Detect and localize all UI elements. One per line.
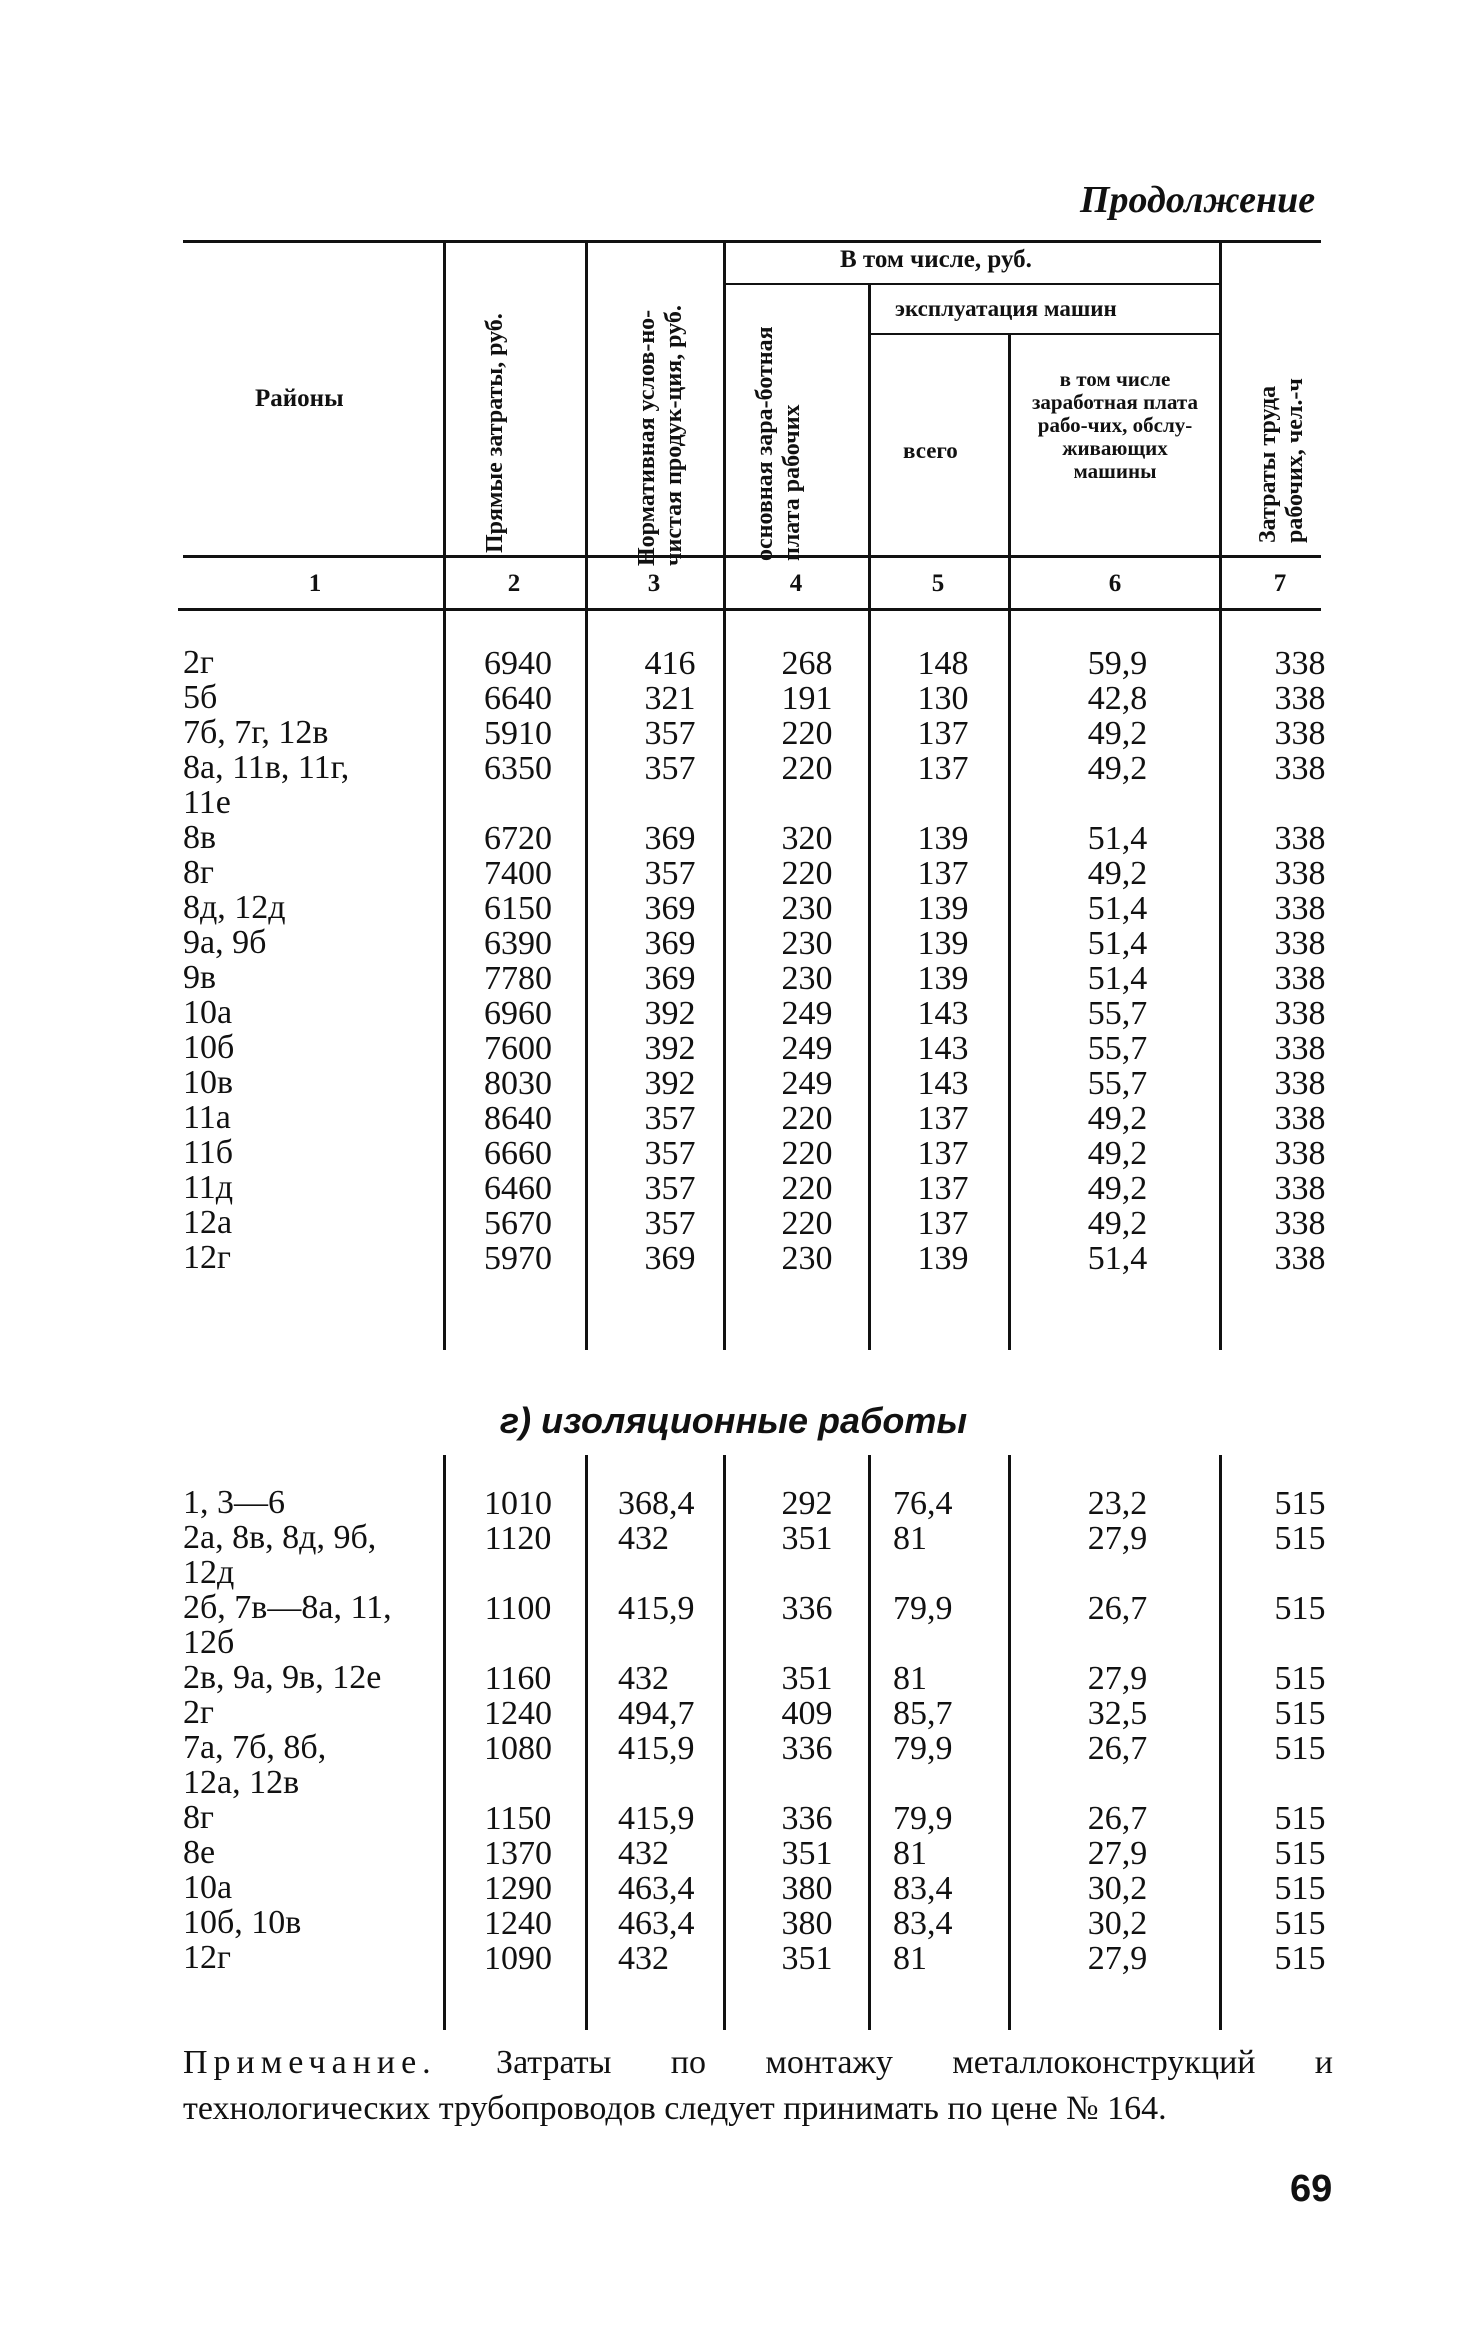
cell-rayon: 2г [183, 644, 214, 681]
cell-direct-costs: 1370 [484, 1835, 552, 1872]
footnote-text: Затраты по монтажу металлоконструкций и технологических трубопроводов следует принимать по цене № 164. [183, 2044, 1333, 2127]
cell-rayon: 7а, 7б, 8б, 12а, 12в [183, 1729, 327, 1801]
cell-machine-wages: 55,7 [1087, 1065, 1148, 1102]
cell-machine-wages: 51,4 [1087, 1240, 1148, 1277]
cell-machine-wages: 26,7 [1087, 1800, 1148, 1837]
header-vline-5 [1008, 335, 1011, 608]
cell-wages: 220 [781, 1100, 833, 1137]
header-vline-6 [1219, 242, 1222, 608]
cell-product: 415,9 [618, 1730, 695, 1767]
cell-machines-total: 137 [917, 750, 969, 787]
cell-machine-wages: 26,7 [1087, 1730, 1148, 1767]
cell-direct-costs: 1290 [484, 1870, 552, 1907]
footnote-label: Примечание. [183, 2044, 437, 2081]
cell-wages: 220 [781, 715, 833, 752]
cell-rayon: 9в [183, 959, 217, 996]
cell-machine-wages: 51,4 [1087, 960, 1148, 997]
cell-wages: 249 [781, 1065, 833, 1102]
header-v-tom-chisle: В том числе, руб. [840, 246, 1032, 273]
cell-direct-costs: 5910 [484, 715, 552, 752]
cell-direct-costs: 5670 [484, 1205, 552, 1242]
cell-wages: 292 [781, 1485, 833, 1522]
cell-machines-total: 143 [917, 1065, 969, 1102]
cell-wages: 351 [781, 1835, 833, 1872]
cell-product: 494,7 [618, 1695, 695, 1732]
cell-machine-wages: 51,4 [1087, 820, 1148, 857]
cell-machine-wages: 51,4 [1087, 925, 1148, 962]
cell-product: 415,9 [618, 1590, 695, 1627]
cell-machine-wages: 30,2 [1087, 1870, 1148, 1907]
header-vline-1 [443, 242, 446, 608]
cell-rayon: 9а, 9б [183, 924, 267, 961]
cell-direct-costs: 7780 [484, 960, 552, 997]
cell-direct-costs: 1090 [484, 1940, 552, 1977]
cell-product: 357 [644, 750, 696, 787]
cell-machine-wages: 55,7 [1087, 995, 1148, 1032]
cell-labor: 515 [1274, 1660, 1326, 1697]
cell-machines-total: 139 [917, 890, 969, 927]
cell-machines-total: 148 [917, 645, 969, 682]
cell-rayon: 12а [183, 1204, 233, 1241]
cell-machines-total: 85,7 [893, 1695, 953, 1732]
cell-machine-wages: 30,2 [1087, 1905, 1148, 1942]
cell-rayon: 1, 3—6 [183, 1484, 285, 1521]
cell-product: 321 [644, 680, 696, 717]
cell-labor: 338 [1274, 960, 1326, 997]
header-vline-4 [868, 285, 871, 608]
cell-labor: 515 [1274, 1695, 1326, 1732]
cell-machines-total: 139 [917, 1240, 969, 1277]
cell-machine-wages: 51,4 [1087, 890, 1148, 927]
cell-wages: 220 [781, 1170, 833, 1207]
cell-labor: 338 [1274, 1240, 1326, 1277]
v-tom-chisle-rule [723, 283, 1219, 285]
cell-wages: 220 [781, 1135, 833, 1172]
cell-labor: 338 [1274, 1135, 1326, 1172]
cell-machine-wages: 27,9 [1087, 1660, 1148, 1697]
cell-labor: 338 [1274, 750, 1326, 787]
page-number: 69 [1290, 2168, 1333, 2210]
cell-wages: 249 [781, 1030, 833, 1067]
cell-direct-costs: 1080 [484, 1730, 552, 1767]
cell-rayon: 2а, 8в, 8д, 9б, 12д [183, 1519, 377, 1591]
cell-rayon: 10а [183, 994, 233, 1031]
cell-product: 368,4 [618, 1485, 695, 1522]
cell-product: 416 [644, 645, 696, 682]
cell-machine-wages: 42,8 [1087, 680, 1148, 717]
header-col7: Затраты труда рабочих, чел.-ч [1255, 378, 1308, 543]
cell-machines-total: 79,9 [893, 1590, 953, 1627]
cell-machine-wages: 26,7 [1087, 1590, 1148, 1627]
cell-labor: 338 [1274, 890, 1326, 927]
cell-wages: 230 [781, 925, 833, 962]
cell-machines-total: 79,9 [893, 1730, 953, 1767]
cell-labor: 338 [1274, 1100, 1326, 1137]
cell-machine-wages: 49,2 [1087, 1170, 1148, 1207]
cell-wages: 336 [781, 1730, 833, 1767]
cell-rayon: 8г [183, 854, 214, 891]
cell-rayon: 2в, 9а, 9в, 12е [183, 1659, 382, 1696]
cell-labor: 338 [1274, 1170, 1326, 1207]
cell-direct-costs: 5970 [484, 1240, 552, 1277]
cell-rayon: 12г [183, 1939, 231, 1976]
cell-labor: 338 [1274, 1030, 1326, 1067]
cell-machines-total: 137 [917, 855, 969, 892]
colnum-2: 2 [507, 570, 521, 597]
cell-wages: 220 [781, 855, 833, 892]
cell-rayon: 2г [183, 1694, 214, 1731]
cell-machines-total: 137 [917, 1205, 969, 1242]
cell-rayon: 2б, 7в—8а, 11, 12б [183, 1589, 392, 1661]
header-col4: основная зара-ботная плата рабочих [752, 326, 805, 561]
cell-direct-costs: 7600 [484, 1030, 552, 1067]
cell-wages: 220 [781, 750, 833, 787]
cell-rayon: 8а, 11в, 11г, 11е [183, 749, 350, 821]
cell-machine-wages: 49,2 [1087, 1205, 1148, 1242]
cell-wages: 351 [781, 1520, 833, 1557]
cell-direct-costs: 8640 [484, 1100, 552, 1137]
colnum-bottom-rule [178, 608, 1321, 611]
cell-product: 369 [644, 1240, 696, 1277]
colnum-5: 5 [931, 570, 945, 597]
header-vline-2 [585, 242, 588, 608]
cell-product: 369 [644, 960, 696, 997]
colnum-1: 1 [308, 570, 322, 597]
colnum-6: 6 [1108, 570, 1122, 597]
cell-machines-total: 76,4 [893, 1485, 953, 1522]
cell-machines-total: 81 [893, 1660, 927, 1697]
cell-rayon: 11а [183, 1099, 231, 1136]
cell-direct-costs: 6720 [484, 820, 552, 857]
cell-labor: 515 [1274, 1730, 1326, 1767]
cell-labor: 515 [1274, 1905, 1326, 1942]
cell-direct-costs: 8030 [484, 1065, 552, 1102]
cell-product: 392 [644, 1030, 696, 1067]
cell-direct-costs: 1120 [484, 1520, 552, 1557]
cell-product: 432 [618, 1835, 669, 1872]
cell-direct-costs: 6460 [484, 1170, 552, 1207]
cell-wages: 249 [781, 995, 833, 1032]
table-top-rule [183, 240, 1321, 243]
cell-machines-total: 139 [917, 925, 969, 962]
cell-direct-costs: 6960 [484, 995, 552, 1032]
cell-direct-costs: 1240 [484, 1695, 552, 1732]
cell-product: 392 [644, 1065, 696, 1102]
cell-labor: 338 [1274, 645, 1326, 682]
cell-machine-wages: 55,7 [1087, 1030, 1148, 1067]
cell-rayon: 12г [183, 1239, 231, 1276]
colnum-7: 7 [1273, 570, 1287, 597]
cell-product: 357 [644, 1135, 696, 1172]
cell-machine-wages: 49,2 [1087, 1135, 1148, 1172]
cell-product: 369 [644, 820, 696, 857]
cell-product: 392 [644, 995, 696, 1032]
cell-labor: 515 [1274, 1835, 1326, 1872]
cell-direct-costs: 1240 [484, 1905, 552, 1942]
cell-labor: 338 [1274, 925, 1326, 962]
continuation-label: Продолжение [1080, 179, 1316, 221]
cell-rayon: 10а [183, 1869, 233, 1906]
cell-machines-total: 81 [893, 1835, 927, 1872]
cell-direct-costs: 6350 [484, 750, 552, 787]
header-vline-3 [723, 242, 726, 608]
cell-wages: 320 [781, 820, 833, 857]
cell-product: 369 [644, 890, 696, 927]
cell-product: 357 [644, 1170, 696, 1207]
colnum-3: 3 [647, 570, 661, 597]
section-title: г) изоляционные работы [499, 1400, 968, 1441]
cell-labor: 338 [1274, 855, 1326, 892]
header-col2: Прямые затраты, руб. [482, 313, 508, 553]
cell-machines-total: 137 [917, 715, 969, 752]
cell-rayon: 10б [183, 1029, 235, 1066]
cell-machine-wages: 32,5 [1087, 1695, 1148, 1732]
cell-direct-costs: 1010 [484, 1485, 552, 1522]
cell-rayon: 10в [183, 1064, 234, 1101]
cell-machines-total: 139 [917, 820, 969, 857]
cell-wages: 380 [781, 1870, 833, 1907]
t2-vline-1 [443, 1455, 446, 2030]
colnum-4: 4 [789, 570, 803, 597]
header-col5: всего [903, 438, 958, 463]
cell-wages: 351 [781, 1940, 833, 1977]
cell-machine-wages: 27,9 [1087, 1520, 1148, 1557]
cell-labor: 515 [1274, 1590, 1326, 1627]
cell-product: 357 [644, 715, 696, 752]
cell-machine-wages: 49,2 [1087, 750, 1148, 787]
cell-direct-costs: 6390 [484, 925, 552, 962]
cell-rayon: 10б, 10в [183, 1904, 302, 1941]
cell-direct-costs: 1150 [484, 1800, 552, 1837]
cell-machines-total: 81 [893, 1520, 927, 1557]
cell-machines-total: 139 [917, 960, 969, 997]
cell-machine-wages: 49,2 [1087, 715, 1148, 752]
cell-labor: 515 [1274, 1485, 1326, 1522]
cell-machines-total: 83,4 [893, 1905, 953, 1942]
cell-product: 357 [644, 855, 696, 892]
header-col6: в том числе заработная плата рабо-чих, обслу-живающих машины [1031, 367, 1198, 483]
cell-wages: 220 [781, 1205, 833, 1242]
cell-machines-total: 137 [917, 1100, 969, 1137]
cell-product: 432 [618, 1660, 669, 1697]
cell-wages: 336 [781, 1800, 833, 1837]
cell-labor: 515 [1274, 1800, 1326, 1837]
cell-wages: 230 [781, 1240, 833, 1277]
cell-rayon: 8в [183, 819, 217, 856]
cell-machines-total: 130 [917, 680, 969, 717]
cell-product: 432 [618, 1520, 669, 1557]
header-rayony: Районы [255, 385, 344, 412]
footnote [183, 2040, 1333, 2132]
cell-machine-wages: 23,2 [1087, 1485, 1148, 1522]
cell-labor: 338 [1274, 995, 1326, 1032]
cell-machines-total: 83,4 [893, 1870, 953, 1907]
cell-rayon: 8г [183, 1799, 214, 1836]
cell-labor: 515 [1274, 1940, 1326, 1977]
cell-product: 369 [644, 925, 696, 962]
cell-wages: 336 [781, 1590, 833, 1627]
cell-labor: 338 [1274, 715, 1326, 752]
cell-direct-costs: 6150 [484, 890, 552, 927]
cell-wages: 230 [781, 890, 833, 927]
cell-product: 432 [618, 1940, 669, 1977]
cell-wages: 351 [781, 1660, 833, 1697]
header-col3: Нормативная услов-но-чистая продук-ция, руб. [634, 305, 687, 566]
cell-machines-total: 143 [917, 995, 969, 1032]
cell-wages: 191 [781, 680, 833, 717]
cell-labor: 338 [1274, 680, 1326, 717]
cell-machine-wages: 49,2 [1087, 855, 1148, 892]
cell-rayon: 8д, 12д [183, 889, 286, 926]
cell-direct-costs: 6660 [484, 1135, 552, 1172]
cell-labor: 338 [1274, 820, 1326, 857]
cell-wages: 409 [781, 1695, 833, 1732]
cell-rayon: 5б [183, 679, 218, 716]
cell-machine-wages: 27,9 [1087, 1835, 1148, 1872]
cell-labor: 338 [1274, 1065, 1326, 1102]
cell-labor: 515 [1274, 1520, 1326, 1557]
cell-machines-total: 137 [917, 1170, 969, 1207]
cell-machine-wages: 49,2 [1087, 1100, 1148, 1137]
cell-direct-costs: 6940 [484, 645, 552, 682]
cell-labor: 338 [1274, 1205, 1326, 1242]
ekspl-rule [868, 333, 1219, 335]
cell-product: 357 [644, 1205, 696, 1242]
cell-machines-total: 81 [893, 1940, 927, 1977]
cell-machines-total: 79,9 [893, 1800, 953, 1837]
cell-product: 415,9 [618, 1800, 695, 1837]
cell-labor: 515 [1274, 1870, 1326, 1907]
t1-vline-1 [443, 610, 446, 1350]
cell-direct-costs: 1160 [484, 1660, 552, 1697]
cell-rayon: 7б, 7г, 12в [183, 714, 329, 751]
cell-product: 463,4 [618, 1905, 695, 1942]
cell-wages: 380 [781, 1905, 833, 1942]
cell-machines-total: 137 [917, 1135, 969, 1172]
cell-rayon: 8е [183, 1834, 216, 1871]
cell-machine-wages: 27,9 [1087, 1940, 1148, 1977]
cell-product: 357 [644, 1100, 696, 1137]
cell-direct-costs: 6640 [484, 680, 552, 717]
cell-wages: 268 [781, 645, 833, 682]
cell-wages: 230 [781, 960, 833, 997]
cell-machines-total: 143 [917, 1030, 969, 1067]
cell-rayon: 11б [183, 1134, 234, 1171]
cell-machine-wages: 59,9 [1087, 645, 1148, 682]
cell-direct-costs: 1100 [484, 1590, 552, 1627]
cell-direct-costs: 7400 [484, 855, 552, 892]
cell-rayon: 11д [183, 1169, 234, 1206]
header-ekspl: эксплуатация машин [895, 296, 1117, 321]
cell-product: 463,4 [618, 1870, 695, 1907]
